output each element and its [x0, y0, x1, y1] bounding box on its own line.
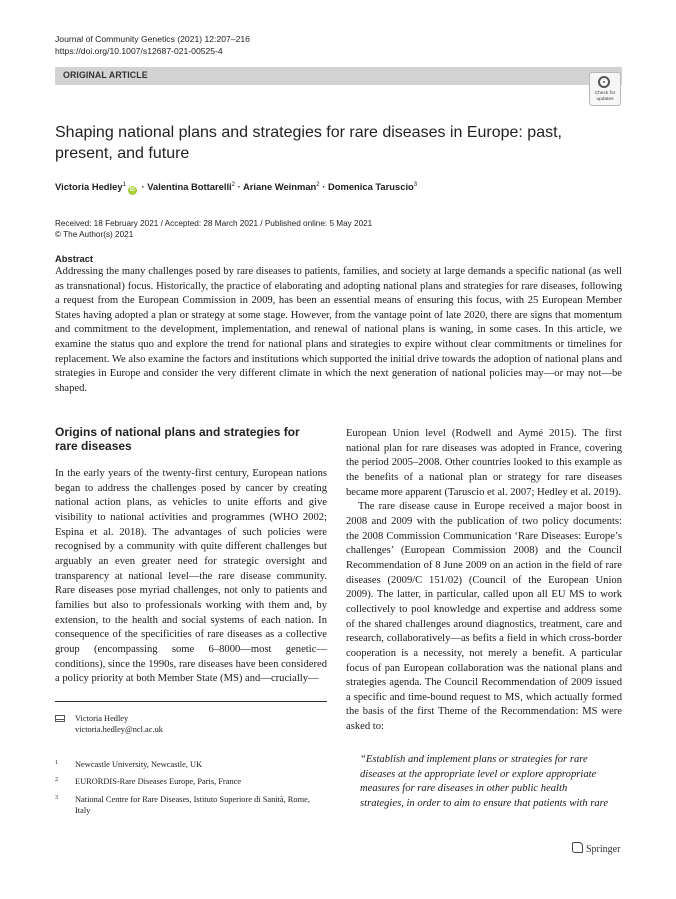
affiliation-text: EURORDIS-Rare Diseases Europe, Paris, France — [75, 777, 242, 786]
affiliation-number: 2 — [55, 777, 58, 783]
publication-dates — [55, 218, 372, 240]
doi-link[interactable]: https://doi.org/10.1007/s12687-021-00525-4 — [55, 46, 223, 56]
author-name[interactable]: Valentina Bottarelli — [147, 181, 232, 192]
correspondence-name: Victoria Hedley — [75, 714, 129, 723]
springer-horse-icon — [572, 842, 583, 853]
abstract-heading: Abstract — [55, 253, 94, 264]
journal-citation: Journal of Community Genetics (2021) 12:207–216 — [55, 34, 250, 44]
orcid-icon[interactable]: iD — [129, 187, 135, 193]
envelope-icon — [55, 715, 65, 722]
dates-line: Received: 18 February 2021 / Accepted: 28 March 2021 / Published online: 5 May 2021 — [55, 219, 373, 228]
article-type-label: ORIGINAL ARTICLE — [63, 70, 148, 80]
check-badge-line2: updates — [596, 96, 614, 102]
author-affil-sup: 2 — [316, 181, 320, 188]
author-name[interactable]: Ariane Weinman — [243, 181, 317, 192]
article-type-bar — [55, 67, 622, 85]
author-affil-sup: 1 — [122, 181, 126, 188]
body-paragraph: The rare disease cause in Europe received a major boost in 2008 and 2009 with the publication of two policy documents: the 2008 Commission Communication ‘Rare Diseases: Europe’s challenges’ (European Commission 2008) and the Council Recommendation of 8 June 2009 on an action in the field of rare diseases (2009/C 151/02) (Council of the European Union 2009). The latter, in particular, called upon all EU MS to work collectively to pool knowledge and expertise and address some of the shared challenges around diagnostics, treatment, care and research, collaboratively—as befits a field in which cross-border cooperation is a necessity, not merely a benefit. A particular focus of pan European collaboration was the national plans and strategies agenda. The Council Recommendation of 2009 issued a specific and time-bound request to MS, which actually formed the basis of the first Theme of the Recommendation: MS were asked to: — [346, 501, 622, 733]
body-column-right — [346, 427, 622, 735]
author-affil-sup: 3 — [413, 181, 418, 188]
affiliation-text: National Centre for Rare Diseases, Istituto Superiore di Sanità, Rome, Italy — [75, 795, 310, 815]
author-name[interactable]: Domenica Taruscio — [327, 181, 414, 192]
check-for-updates-icon — [598, 76, 610, 88]
author-list: Victoria Hedley$^1$iD · Valentina Bottarelli$^2$ · Ariane Weinman$^2$ · Domenica Taruscio$^3$ — [55, 181, 418, 193]
block-quote: “Establish and implement plans or strategies for rare diseases at the appropriate level or explore appropriate measures for rare diseases in other public health strategies, in order to aim to ensure that patients with rare — [360, 754, 609, 809]
author-affil-sup: 2 — [231, 181, 236, 188]
affiliation-text: Newcastle University, Newcastle, UK — [75, 760, 203, 769]
copyright-line: © The Author(s) 2021 — [55, 230, 134, 239]
affiliation-number: 3 — [55, 795, 58, 801]
body-paragraph: European Union level (Rodwell and Aymé 2015). The first national plan for rare diseases was adopted in France, covering the period 2005–2008. Other countries looked to this example as the benefits of a national plan or strategy for rare diseases became more apparent (Taruscio et al. 2007; Hedley et al. 2019). — [346, 428, 622, 498]
affiliation-number: 1 — [55, 760, 58, 766]
correspondence-email[interactable]: victoria.hedley@ncl.ac.uk — [75, 725, 163, 734]
abstract-text: Addressing the many challenges posed by rare diseases to patients, families, and society at large demands a specific national (as well as transnational) focus. Historically, the practice of elaborating and adopting national plans and strategies for rare diseases, following a request from the European Commission in 2009, has been an essential means of ensuring this focus, with 25 European Member States having adopted a plan or strategy at some stage. However, from the vantage point of late 2020, there are signs that momentum and commitment to the development, implementation, and renewal of national plans is waning, in some cases. In this article, we examine the status quo and explore the trend for national plans and strategies to expire without clear commitments or timelines for replacement. We also examine the factors and institutions which supported the initial drive towards the adoption of national plans and strategies in Europe and consider the very different climate in which the next generation of national policies may—or may not—be shaped. — [55, 266, 622, 394]
footnote-divider — [55, 701, 327, 702]
body-paragraph: In the early years of the twenty-first century, European nations began to address the challenges posed by cancer by creating national action plans, as vehicles to unite efforts and give visibility to national activities and programmes (WHO 2002; Espina et al. 2018). The advantages of such policies were recognised by a community with quite different challenges but arguably an even greater need for strategic oversight and transparency at national level—the rare disease community. Rare diseases pose myriad challenges, not only to patients and families but also to professionals working with them and, by extension, to the health and social systems of each nation. In consequence of the specificities of rare diseases as a collective group (encompassing some 6–8000—most genetic—conditions), since the 1990s, rare diseases have been considered a policy priority at both Member State (MS) and—crucially— — [55, 468, 327, 685]
author-name[interactable]: Victoria Hedley — [55, 181, 123, 192]
body-column-left — [55, 467, 327, 687]
publisher-logo — [572, 842, 620, 855]
section-heading: Origins of national plans and strategies for rare diseases — [55, 425, 300, 453]
check-for-updates-badge[interactable] — [589, 72, 621, 106]
check-badge-line1: Check for — [594, 91, 616, 96]
publisher-name: Springer — [586, 844, 621, 855]
article-title: Shaping national plans and strategies for rare diseases in Europe: past, present, and future — [55, 124, 562, 162]
